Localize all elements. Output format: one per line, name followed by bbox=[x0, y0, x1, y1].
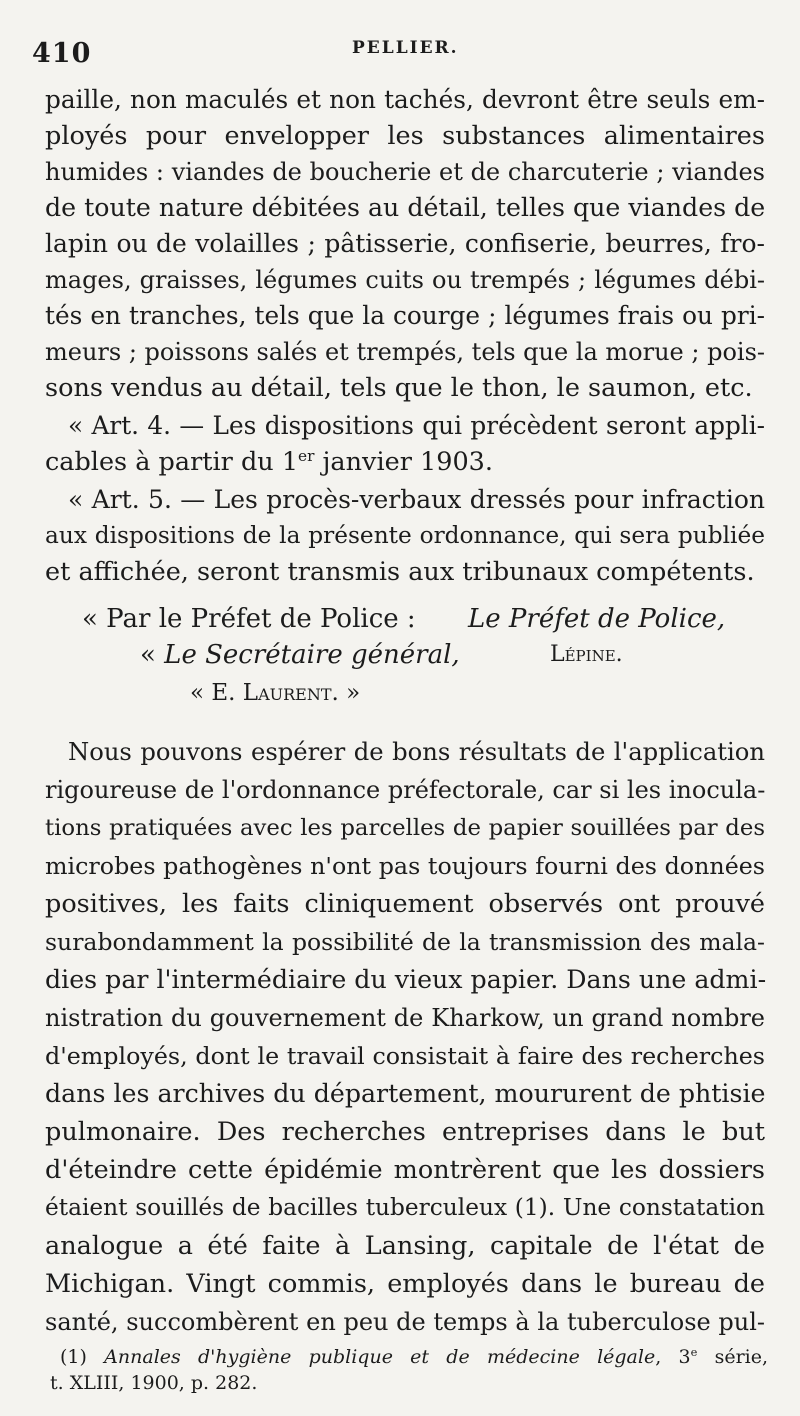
footnote-marker: (1) bbox=[60, 1346, 105, 1368]
text-line: surabondamment la possibilité de la transmission des mala- bbox=[45, 928, 765, 956]
signature-left-3 bbox=[190, 675, 360, 711]
text-line: et affichée, seront transmis aux tribunaux compétents. bbox=[45, 557, 755, 587]
footnote-line bbox=[60, 1344, 768, 1370]
text-line: d'éteindre cette épidémie montrèrent que les dossiers bbox=[45, 1155, 765, 1185]
text-line: mages, graisses, légumes cuits ou trempés ; légumes débi- bbox=[45, 266, 765, 294]
text-span: E. Laurent. bbox=[211, 680, 339, 706]
text-span: , 3 bbox=[655, 1346, 691, 1368]
text-line: ployés pour envelopper les substances alimentaires bbox=[45, 121, 765, 151]
text-line: santé, succombèrent en peu de temps à la tuberculose pul- bbox=[45, 1308, 765, 1336]
signature-left-1: « Par le Préfet de Police : bbox=[82, 604, 416, 634]
text-line: étaient souillés de bacilles tuberculeux (1). Une constatation bbox=[45, 1194, 765, 1221]
page-header bbox=[32, 38, 772, 78]
text-line: meurs ; poissons salés et trempés, tels que la morue ; pois- bbox=[45, 338, 765, 366]
text-line: humides : viandes de boucherie et de charcuterie ; viandes bbox=[45, 158, 765, 186]
text-span: « bbox=[190, 680, 212, 706]
text-line: nistration du gouvernement de Kharkow, un grand nombre bbox=[45, 1004, 765, 1032]
running-head: PELLIER. bbox=[352, 38, 459, 58]
text-span: « bbox=[140, 640, 165, 670]
text-line: Michigan. Vingt commis, employés dans le bureau de bbox=[45, 1269, 765, 1299]
text-line: dans les archives du département, moururent de phtisie bbox=[45, 1079, 766, 1108]
text-line bbox=[45, 444, 765, 480]
text-line: tés en tranches, tels que la courge ; légumes frais ou pri- bbox=[45, 301, 765, 330]
text-line: rigoureuse de l'ordonnance préfectorale, car si les inocula- bbox=[45, 776, 766, 804]
text-line: microbes pathogènes n'ont pas toujours fourni des données bbox=[45, 852, 765, 880]
text-line: positives, les faits cliniquement observés ont prouvé bbox=[45, 889, 765, 919]
text-line: « Art. 5. — Les procès-verbaux dressés pour infraction bbox=[68, 485, 765, 514]
signature-left-2 bbox=[140, 637, 460, 673]
text-line: sons vendus au détail, tels que le thon, le saumon, etc. bbox=[45, 373, 753, 403]
text-line: lapin ou de volailles ; pâtisserie, confiserie, beurres, fro- bbox=[45, 229, 765, 258]
text-line: aux dispositions de la présente ordonnance, qui sera publiée bbox=[45, 522, 765, 549]
footnote-line: t. XLIII, 1900, p. 282. bbox=[50, 1372, 258, 1394]
superscript: er bbox=[298, 446, 315, 465]
text-line: d'employés, dont le travail consistait à faire des recherches bbox=[45, 1042, 765, 1070]
text-line: de toute nature débitées au détail, telles que viandes de bbox=[45, 193, 766, 222]
text-line: pulmonaire. Des recherches entreprises dans le but bbox=[45, 1117, 765, 1147]
text-span: janvier 1903. bbox=[314, 447, 494, 477]
text-line: analogue a été faite à Lansing, capitale de l'état de bbox=[45, 1231, 765, 1261]
text-line: tions pratiquées avec les parcelles de papier souillées par des bbox=[45, 815, 765, 841]
text-span: cables à partir du 1 bbox=[45, 447, 299, 477]
signature-right-1: Le Préfet de Police, bbox=[468, 604, 726, 634]
superscript: e bbox=[690, 1345, 698, 1360]
footnote-title: Annales d'hygiène publique et de médecine légale bbox=[104, 1346, 656, 1368]
text-line: « Art. 4. — Les dispositions qui précèdent seront appli- bbox=[68, 411, 765, 440]
text-span: série, bbox=[697, 1346, 769, 1368]
text-line: Nous pouvons espérer de bons résultats de l'application bbox=[68, 737, 765, 766]
text-line: paille, non maculés et non tachés, devront être seuls em- bbox=[45, 85, 765, 114]
page-number: 410 bbox=[32, 38, 92, 69]
signature-right-2: Lépine. bbox=[550, 642, 623, 667]
text-line: dies par l'intermédiaire du vieux papier. Dans une admi- bbox=[45, 965, 767, 994]
text-span: Le Secrétaire général, bbox=[164, 640, 460, 670]
text-span: » bbox=[338, 680, 361, 706]
